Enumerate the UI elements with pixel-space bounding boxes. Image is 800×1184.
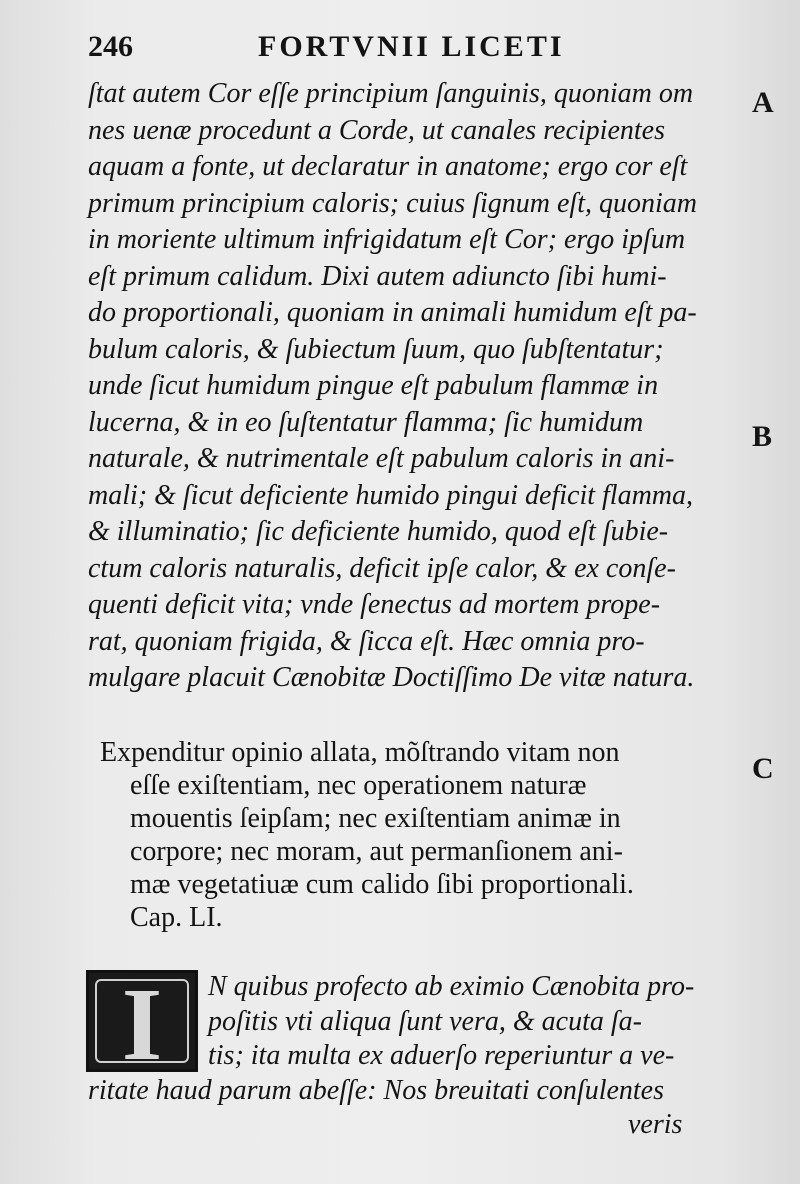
heading-line: eſſe exiſtentiam, nec operationem naturæ: [130, 770, 587, 801]
initial-letter: I: [121, 970, 163, 1072]
text-line: ctum caloris naturalis, deficit ipſe calor, & ex conſe-: [88, 552, 676, 584]
text-line: ſtat autem Cor eſſe principium ſanguinis, quoniam om: [88, 78, 694, 109]
heading-line: mæ vegetatiuæ cum calido ſibi proportionali.: [130, 869, 634, 900]
catchword: veris: [628, 1109, 683, 1140]
text-line: nes uenæ procedunt a Corde, ut canales recipientes: [88, 114, 665, 146]
text-line: naturale, & nutrimentale eſt pabulum caloris in ani-: [88, 443, 675, 474]
text-line: unde ſicut humidum pingue eſt pabulum flammæ in: [88, 370, 659, 401]
page-header: [88, 30, 708, 70]
text-line: tis; ita multa ex aduerſo reperiuntur a ve-: [208, 1040, 675, 1071]
heading-line: Expenditur opinio allata, mõſtrando vitam non: [100, 737, 620, 768]
heading-line: mouentis ſeipſam; nec exiſtentiam animæ in: [130, 803, 621, 834]
running-title: FORTVNII LICETI: [258, 30, 565, 63]
text-line: in moriente ultimum infrigidatum eſt Cor; ergo ipſum: [88, 224, 686, 255]
text-line: & illuminatio; ſic deficiente humido, quod eſt ſubie-: [88, 516, 669, 547]
text-line: aquam a fonte, ut declaratur in anatome; ergo cor eſt: [88, 151, 688, 182]
second-paragraph: [88, 970, 748, 1143]
margin-letter-a: A: [752, 86, 774, 119]
text-line: rat, quoniam frigida, & ſicca eſt. Hæc omnia pro-: [88, 625, 645, 657]
chapter-number: Cap. LI.: [130, 902, 223, 933]
chapter-heading: [100, 736, 760, 934]
margin-letter-b: B: [752, 420, 773, 453]
text-line: eſt primum calidum. Dixi autem adiuncto ſibi humi-: [88, 260, 667, 292]
text-line: mulgare placuit Cænobitæ Doctiſſimo De vitæ natura.: [88, 662, 695, 693]
text-line: quenti deficit vita; vnde ſenectus ad mortem prope-: [88, 589, 661, 620]
text-line: poſitis vti aliqua ſunt vera, & acuta ſa-: [208, 1005, 642, 1037]
text-line: lucerna, & in eo ſuſtentatur flamma; ſic humidum: [88, 406, 644, 438]
margin-letter-c: C: [752, 752, 774, 785]
heading-line: corpore; nec moram, aut permanſionem ani-: [130, 836, 623, 867]
text-line: do proportionali, quoniam in animali humidum eſt pa-: [88, 297, 697, 328]
page-number: 246: [88, 30, 133, 63]
text-line: primum principium caloris; cuius ſignum eſt, quoniam: [88, 187, 697, 219]
text-line: N quibus profecto ab eximio Cænobita pro-: [208, 971, 695, 1002]
text-line: bulum caloris, & ſubiectum ſuum, quo ſubſtentatur;: [88, 333, 664, 365]
main-paragraph: [88, 76, 748, 697]
text-line: ritate haud parum abeſſe: Nos breuitati conſulentes: [88, 1074, 665, 1106]
text-line: mali; & ſicut deficiente humido pingui deficit flamma,: [88, 479, 694, 511]
